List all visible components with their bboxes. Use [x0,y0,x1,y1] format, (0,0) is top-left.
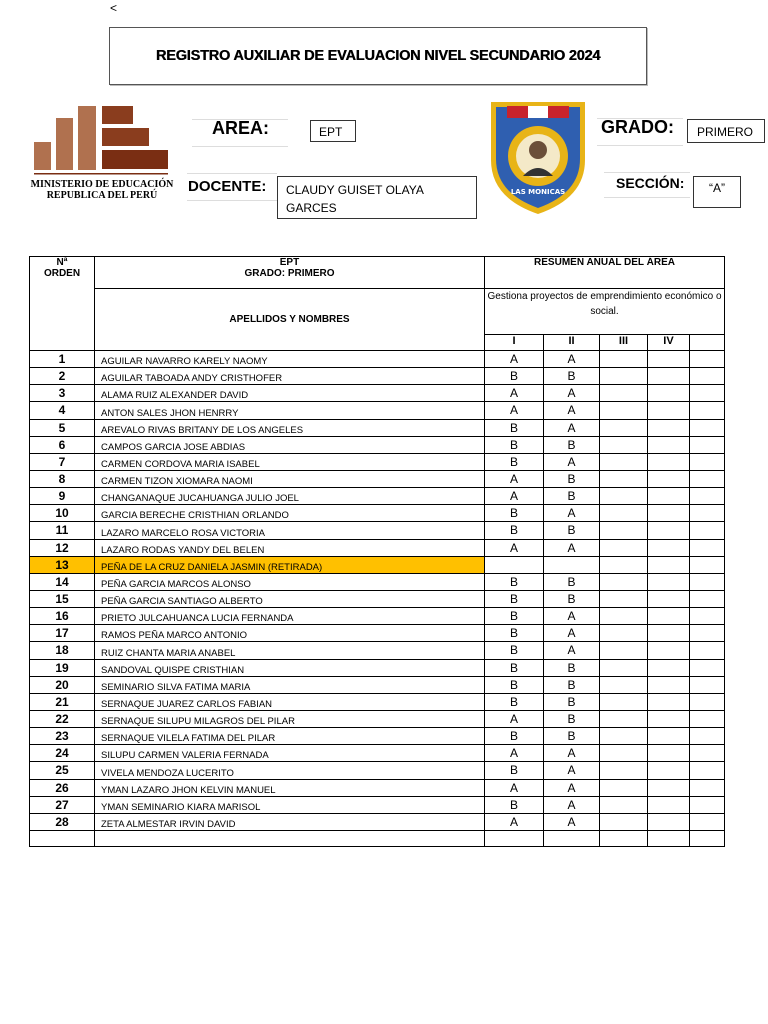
grade-period-1: B [485,436,544,453]
grade-period-3 [600,539,648,556]
summary-header: RESUMEN ANUAL DEL ÁREA [485,257,725,289]
student-name: SERNAQUE VILELA FATIMA DEL PILAR [95,728,485,745]
row-number: 5 [30,419,95,436]
grade-period-1: B [485,522,544,539]
grade-extra [690,796,725,813]
grade-period-3 [600,522,648,539]
student-name: LAZARO MARCELO ROSA VICTORIA [95,522,485,539]
grade-period-3 [600,608,648,625]
student-name: YMAN LAZARO JHON KELVIN MANUEL [95,779,485,796]
grade-period-2: B [544,590,600,607]
grade-extra [690,659,725,676]
grade-extra [690,470,725,487]
grade-period-3 [600,693,648,710]
grade-period-1: B [485,419,544,436]
grade-period-1: B [485,659,544,676]
grade-period-1: B [485,505,544,522]
grade-period-4 [648,745,690,762]
student-row [30,728,725,745]
student-name: YMAN SEMINARIO KIARA MARISOL [95,796,485,813]
student-name: CHANGANAQUE JUCAHUANGA JULIO JOEL [95,488,485,505]
grade-period-4 [648,659,690,676]
grade-period-4 [648,368,690,385]
grade-extra [690,573,725,590]
grade-period-1: A [485,779,544,796]
empty-cell [544,830,600,846]
student-row [30,385,725,402]
student-row [30,642,725,659]
empty-cell [30,830,95,846]
orden-header-line-2: ORDEN [43,268,81,279]
student-name: AREVALO RIVAS BRITANY DE LOS ANGELES [95,419,485,436]
grade-period-1: B [485,693,544,710]
grade-period-2: A [544,351,600,368]
row-number: 3 [30,385,95,402]
grade-period-3 [600,676,648,693]
row-number: 8 [30,470,95,487]
row-number: 25 [30,762,95,779]
grade-period-1: B [485,625,544,642]
grade-extra [690,522,725,539]
grade-period-1: A [485,813,544,830]
student-row [30,659,725,676]
student-name: RUIZ CHANTA MARIA ANABEL [95,642,485,659]
student-row [30,556,725,573]
grade-period-2: B [544,573,600,590]
document-title: REGISTRO AUXILIAR DE EVALUACION NIVEL SECUNDARIO 2024 [155,48,601,64]
grade-period-4 [648,419,690,436]
grade-period-3 [600,402,648,419]
grade-extra [690,385,725,402]
student-row [30,762,725,779]
grade-period-4 [648,728,690,745]
grade-period-3 [600,351,648,368]
back-link[interactable]: < [110,1,118,15]
grade-period-3 [600,590,648,607]
grade-period-2: B [544,368,600,385]
grade-extra [690,710,725,727]
student-row [30,368,725,385]
student-name: SILUPU CARMEN VALERIA FERNADA [95,745,485,762]
row-number: 7 [30,453,95,470]
grade-extra [690,728,725,745]
grade-period-3 [600,488,648,505]
row-number: 24 [30,745,95,762]
row-number: 18 [30,642,95,659]
grade-period-2: A [544,779,600,796]
row-number: 27 [30,796,95,813]
grade-period-1: A [485,488,544,505]
docente-label: DOCENTE: [188,178,267,195]
course-header-line-2: GRADO: PRIMERO [244,268,335,279]
row-number: 19 [30,659,95,676]
grade-period-1: B [485,728,544,745]
grado-label: GRADO: [601,117,674,137]
grade-period-2: A [544,608,600,625]
row-number: 21 [30,693,95,710]
grade-period-2: B [544,693,600,710]
docente-value-line-1: CLAUDY GUISET OLAYA [286,183,424,197]
student-name: GARCIA BERECHE CRISTHIAN ORLANDO [95,505,485,522]
grade-period-4 [648,693,690,710]
grado-value: PRIMERO [687,119,765,143]
row-number: 9 [30,488,95,505]
grade-period-3 [600,710,648,727]
grade-period-4 [648,556,690,573]
student-row [30,522,725,539]
competency-header: Gestiona proyectos de emprendimiento económico o social. [485,289,725,335]
student-row [30,470,725,487]
row-number: 15 [30,590,95,607]
grade-extra [690,556,725,573]
row-number: 4 [30,402,95,419]
student-row [30,505,725,522]
grade-period-4 [648,470,690,487]
grade-period-3 [600,385,648,402]
student-name: CAMPOS GARCIA JOSE ABDIAS [95,436,485,453]
grade-period-2: A [544,539,600,556]
student-row [30,573,725,590]
grade-period-3 [600,436,648,453]
grade-period-3 [600,813,648,830]
grade-period-1: A [485,710,544,727]
grade-period-1: A [485,402,544,419]
evaluation-register-table [29,256,725,847]
student-row [30,676,725,693]
grade-period-3 [600,728,648,745]
grade-period-1: A [485,351,544,368]
svg-text:LAS MONICAS: LAS MONICAS [510,188,566,196]
row-number: 26 [30,779,95,796]
grade-period-3 [600,625,648,642]
grade-period-4 [648,573,690,590]
grade-period-1: A [485,745,544,762]
student-row [30,779,725,796]
names-header: APELLIDOS Y NOMBRES [95,289,485,351]
grade-period-3 [600,796,648,813]
empty-cell [690,830,725,846]
grade-extra [690,419,725,436]
grade-period-4 [648,762,690,779]
student-name: SEMINARIO SILVA FATIMA MARIA [95,676,485,693]
grade-period-1: A [485,385,544,402]
ministry-line-1: MINISTERIO DE EDUCACIÓN [30,179,174,190]
grade-extra [690,590,725,607]
period-header-4: IV [648,335,690,351]
grade-extra [690,745,725,762]
period-header-3: III [600,335,648,351]
grade-period-4 [648,522,690,539]
row-number: 22 [30,710,95,727]
grade-period-2: A [544,453,600,470]
docente-value-line-2: GARCES [286,201,337,215]
grade-period-4 [648,796,690,813]
student-name: AGUILAR TABOADA ANDY CRISTHOFER [95,368,485,385]
grade-extra [690,762,725,779]
student-row [30,488,725,505]
empty-cell [95,830,485,846]
grade-period-3 [600,453,648,470]
grade-period-2: B [544,728,600,745]
grade-period-1: B [485,676,544,693]
course-header-line-1: EPT [279,257,300,268]
grade-period-4 [648,539,690,556]
grade-period-1: B [485,590,544,607]
grade-period-1: B [485,453,544,470]
grade-period-4 [648,505,690,522]
grade-extra [690,642,725,659]
grade-period-2: B [544,710,600,727]
period-header-1: I [485,335,544,351]
grade-period-2 [544,556,600,573]
grade-period-3 [600,470,648,487]
student-row [30,453,725,470]
student-row [30,693,725,710]
student-name: VIVELA MENDOZA LUCERITO [95,762,485,779]
grade-extra [690,813,725,830]
grade-extra [690,625,725,642]
seccion-value: “A” [693,176,741,208]
student-row [30,813,725,830]
grade-period-4 [648,453,690,470]
grade-period-4 [648,436,690,453]
student-row [30,796,725,813]
grade-period-4 [648,608,690,625]
student-name: ALAMA RUIZ ALEXANDER DAVID [95,385,485,402]
extra-header-cell [690,335,725,351]
grade-period-3 [600,419,648,436]
student-row [30,539,725,556]
grade-period-3 [600,642,648,659]
row-number: 12 [30,539,95,556]
row-number: 28 [30,813,95,830]
grade-period-2: A [544,402,600,419]
grade-period-4 [648,488,690,505]
area-label: AREA: [212,118,269,138]
period-header-2: II [544,335,600,351]
row-number: 13 [30,556,95,573]
grade-period-2: A [544,385,600,402]
grade-extra [690,488,725,505]
seccion-label: SECCIÓN: [616,175,685,191]
grade-period-2: B [544,659,600,676]
empty-cell [485,830,544,846]
student-row [30,608,725,625]
grade-period-1: B [485,762,544,779]
row-number: 10 [30,505,95,522]
grade-period-2: A [544,505,600,522]
student-row [30,419,725,436]
grade-period-2: A [544,762,600,779]
grade-period-2: B [544,470,600,487]
student-name: RAMOS PEÑA MARCO ANTONIO [95,625,485,642]
grade-period-3 [600,505,648,522]
grade-period-1: A [485,539,544,556]
grade-period-2: A [544,813,600,830]
grade-period-2: A [544,745,600,762]
grade-period-4 [648,710,690,727]
grade-period-2: A [544,642,600,659]
row-number: 23 [30,728,95,745]
grade-extra [690,453,725,470]
student-name: LAZARO RODAS YANDY DEL BELEN [95,539,485,556]
grade-period-2: B [544,488,600,505]
grade-extra [690,402,725,419]
grade-period-3 [600,745,648,762]
grade-period-4 [648,590,690,607]
grade-period-4 [648,676,690,693]
school-crest-logo [487,98,589,216]
grade-period-3 [600,573,648,590]
grade-period-3 [600,368,648,385]
grade-period-2: A [544,796,600,813]
empty-cell [648,830,690,846]
student-row [30,402,725,419]
empty-row [30,830,725,846]
student-name: ANTON SALES JHON HENRRY [95,402,485,419]
grade-period-3 [600,659,648,676]
grade-period-1: B [485,368,544,385]
student-name: CARMEN TIZON XIOMARA NAOMI [95,470,485,487]
grade-period-2: B [544,522,600,539]
grade-period-4 [648,625,690,642]
row-number: 20 [30,676,95,693]
grade-period-1: B [485,573,544,590]
student-rows [30,351,725,847]
ministry-logo-text [28,179,176,201]
student-row [30,436,725,453]
grade-extra [690,505,725,522]
grade-period-3 [600,762,648,779]
grade-period-3 [600,556,648,573]
row-number: 6 [30,436,95,453]
grade-extra [690,608,725,625]
ministry-line-2: REPUBLICA DEL PERÚ [46,190,158,201]
row-number: 11 [30,522,95,539]
row-number: 14 [30,573,95,590]
grade-period-2: B [544,436,600,453]
grade-period-4 [648,642,690,659]
student-name: PEÑA GARCIA SANTIAGO ALBERTO [95,590,485,607]
student-row [30,745,725,762]
grade-period-1: B [485,796,544,813]
student-row [30,590,725,607]
grade-period-1 [485,556,544,573]
student-name: PEÑA DE LA CRUZ DANIELA JASMIN (RETIRADA) [95,556,485,573]
grade-period-2: A [544,419,600,436]
grade-period-1: B [485,642,544,659]
grade-extra [690,351,725,368]
row-number: 17 [30,625,95,642]
grade-period-4 [648,351,690,368]
student-row [30,351,725,368]
grade-period-1: B [485,608,544,625]
grade-period-4 [648,385,690,402]
orden-header [30,257,95,351]
student-row [30,710,725,727]
student-name: SERNAQUE JUAREZ CARLOS FABIAN [95,693,485,710]
grade-period-2: A [544,625,600,642]
grade-period-4 [648,779,690,796]
student-row [30,625,725,642]
docente-value [277,176,477,219]
student-name: ZETA ALMESTAR IRVIN DAVID [95,813,485,830]
course-header [95,257,485,289]
grade-period-1: A [485,470,544,487]
row-number: 2 [30,368,95,385]
grade-extra [690,676,725,693]
area-value: EPT [310,120,356,142]
student-name: PRIETO JULCAHUANCA LUCIA FERNANDA [95,608,485,625]
grade-period-4 [648,402,690,419]
grade-period-4 [648,813,690,830]
empty-cell [600,830,648,846]
grade-extra [690,368,725,385]
student-name: CARMEN CORDOVA MARIA ISABEL [95,453,485,470]
student-name: SERNAQUE SILUPU MILAGROS DEL PILAR [95,710,485,727]
student-name: PEÑA GARCIA MARCOS ALONSO [95,573,485,590]
grade-period-3 [600,779,648,796]
row-number: 16 [30,608,95,625]
row-number: 1 [30,351,95,368]
grade-extra [690,779,725,796]
grade-extra [690,693,725,710]
student-name: SANDOVAL QUISPE CRISTHIAN [95,659,485,676]
grade-extra [690,436,725,453]
student-name: AGUILAR NAVARRO KARELY NAOMY [95,351,485,368]
orden-header-line-1: Nª [56,257,68,268]
document-title-box [109,27,647,85]
grade-extra [690,539,725,556]
grade-period-2: B [544,676,600,693]
